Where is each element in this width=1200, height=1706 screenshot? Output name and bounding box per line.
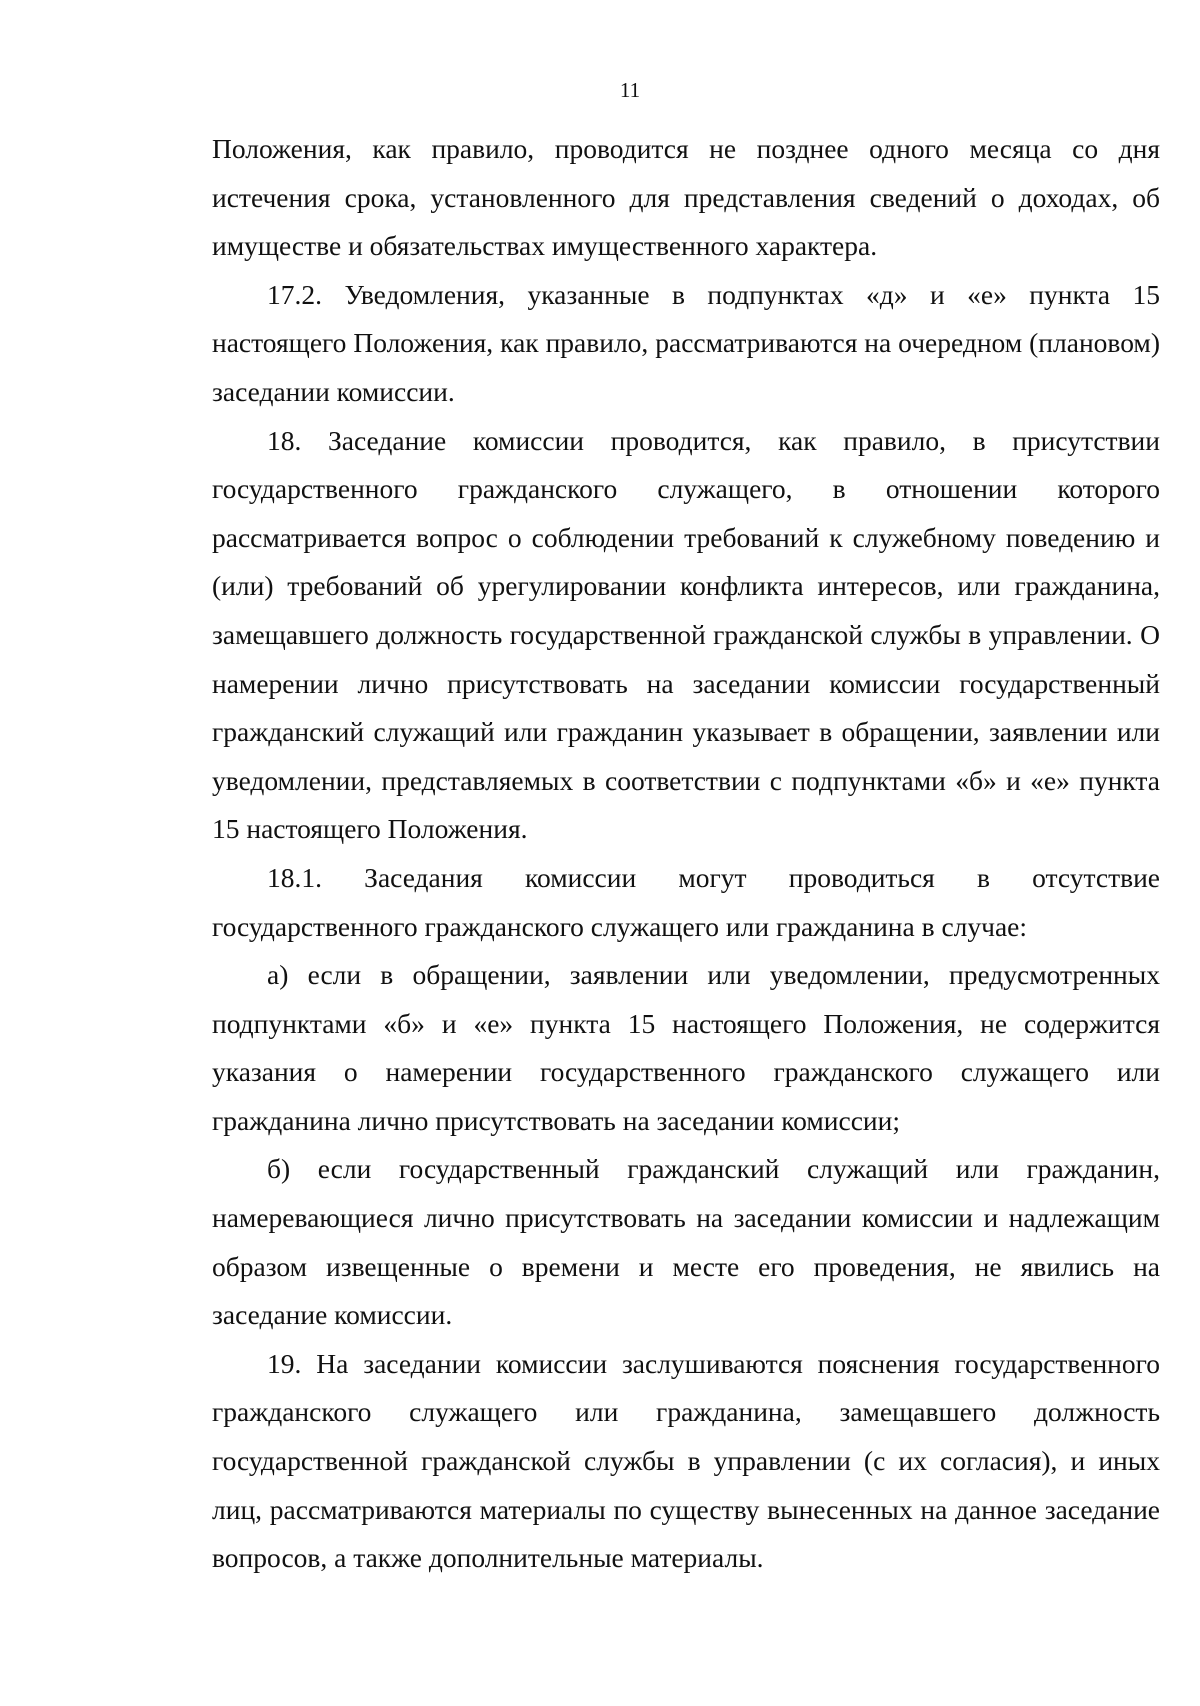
paragraph-18: 18. Заседание комиссии проводится, как правило, в присутствии государственного гражданского служащего, в отношении которого рассматривается вопрос о соблюдении требований к служебному поведению и (или) требований об урегулировании конфликта интересов, или гражданина, замещавшего должность государственной гражданской службы в управлении. О намерении лично присутствовать на заседании комиссии государственный гражданский служащий или гражданин указывает в обращении, заявлении или уведомлении, представляемых в соответствии с подпунктами «б» и «е» пункта 15 настоящего Положения. bbox=[212, 424, 1160, 845]
paragraph-continuation: Положения, как правило, проводится не позднее одного месяца со дня истечения срока, установленного для представления сведений о доходах, об имуществе и обязательствах имущественного характера. bbox=[212, 133, 1160, 262]
paragraph-18-1-a: а) если в обращении, заявлении или уведомлении, предусмотренных подпунктами «б» и «е» пункта 15 настоящего Положения, не содержится указания о намерении государственного гражданского служащего или гражданина лично присутствовать на заседании комиссии; bbox=[212, 959, 1160, 1136]
paragraph-19: 19. На заседании комиссии заслушиваются пояснения государственного гражданского служащего или гражданина, замещавшего должность государственной гражданской службы в управлении (с их согласия), и иных лиц, рассматриваются материалы по существу вынесенных на данное заседание вопросов, а также дополнительные материалы. bbox=[212, 1347, 1160, 1574]
paragraph-17-2: 17.2. Уведомления, указанные в подпунктах «д» и «е» пункта 15 настоящего Положения, как правило, рассматриваются на очередном (плановом) заседании комиссии. bbox=[212, 278, 1160, 407]
page-number: 11 bbox=[619, 78, 641, 102]
paragraph-18-1-b: б) если государственный гражданский служащий или гражданин, намеревающиеся лично присутствовать на заседании комиссии и надлежащим образом извещенные о времени и месте его проведения, не явились на заседание комиссии. bbox=[212, 1153, 1160, 1331]
paragraph-18-1: 18.1. Заседания комиссии могут проводиться в отсутствие государственного гражданского служащего или гражданина в случае: bbox=[212, 861, 1160, 942]
document-body bbox=[212, 125, 1160, 1583]
